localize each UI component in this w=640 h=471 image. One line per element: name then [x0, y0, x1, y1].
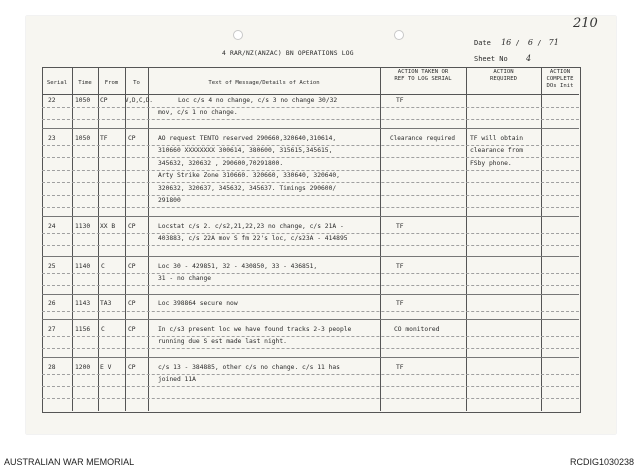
- col-header-action-complete-line1: ACTION: [549, 69, 571, 75]
- date-field: Date 16 / 6 / 71: [474, 38, 559, 47]
- punch-hole: [394, 30, 404, 40]
- punch-hole: [233, 30, 243, 40]
- row-25-action-taken: TF: [396, 263, 404, 270]
- row-22-action-taken: TF: [396, 97, 404, 104]
- col-header-action-required-line2: REQUIRED: [490, 76, 517, 82]
- row-23-action-required-line2: clearance from: [470, 147, 524, 154]
- row-23-action-taken: Clearance required: [390, 135, 456, 142]
- row-23-time: 1050: [75, 135, 91, 142]
- row-26-text-line1: Loc 398864 secure now: [158, 300, 238, 307]
- log-title: 4 RAR/NZ(ANZAC) BN OPERATIONS LOG: [222, 50, 354, 57]
- rule-line: [42, 398, 579, 399]
- row-23-text-line2: 310660 XXXXXXXX 300614, 380600, 315615,345615,: [158, 147, 333, 154]
- row-27-action-taken: CO monitored: [394, 326, 440, 333]
- row-25-to: CP: [128, 263, 136, 270]
- col-header-action-taken-line1: ACTION TAKEN OR: [397, 69, 449, 75]
- row-22-text-line1: Loc c/s 4 no change, c/s 3 no change 30/32: [178, 97, 338, 104]
- col-header-action-required: [466, 69, 541, 83]
- row-23-action-required-line3: FSby phone.: [470, 160, 512, 167]
- row-26-serial: 26: [48, 300, 56, 307]
- row-27-from: C: [101, 326, 105, 333]
- row-27-to: CP: [128, 326, 136, 333]
- row-23-text-line4: Arty Strike Zone 310660. 320660, 330640, 320640,: [158, 172, 340, 179]
- col-header-to: To: [133, 80, 140, 86]
- row-27-serial: 27: [48, 326, 56, 333]
- col-header-from: From: [104, 80, 119, 86]
- col-header-action-complete: [541, 69, 579, 90]
- rule-line: [42, 348, 579, 349]
- row-23-text-line6: 291800: [158, 197, 181, 204]
- entry-divider: [42, 319, 579, 320]
- date-month: 6: [527, 38, 534, 47]
- footer-archive-name: AUSTRALIAN WAR MEMORIAL: [4, 457, 135, 467]
- sheet-number: 4: [525, 54, 532, 63]
- row-27-time: 1156: [75, 326, 91, 333]
- row-23-from: TF: [100, 135, 108, 142]
- page-number: 210: [573, 16, 598, 31]
- row-24-from: XX B: [100, 223, 116, 230]
- row-23-serial: 23: [48, 135, 56, 142]
- row-24-time: 1130: [75, 223, 91, 230]
- date-year: 71: [548, 38, 559, 47]
- row-28-action-taken: TF: [396, 364, 404, 371]
- date-day: 16: [501, 38, 512, 47]
- row-26-from: TA3: [100, 300, 112, 307]
- row-28-text-line1: c/s 13 - 384885, other c/s no change. c/s 11 has: [158, 364, 340, 371]
- entry-divider: [42, 256, 579, 257]
- col-header-text: Text of Message/Details of Action: [208, 80, 320, 86]
- date-label: Date: [474, 39, 491, 47]
- col-header-time: Time: [78, 80, 92, 86]
- row-26-time: 1143: [75, 300, 91, 307]
- row-23-text-line3: 345632, 320632 , 290600,70291800.: [158, 160, 284, 167]
- row-22-serial: 22: [48, 97, 56, 104]
- row-26-action-taken: TF: [396, 300, 404, 307]
- row-28-to: CP: [128, 364, 136, 371]
- row-28-time: 1200: [75, 364, 91, 371]
- row-24-text-line2: 403883, c/s 22A mov S fm 22's loc, c/s23A - 414895: [158, 235, 348, 242]
- row-23-action-required-line1: TF will obtain: [470, 135, 524, 142]
- sheet-number-field: [474, 54, 531, 63]
- col-header-action-complete-line2: COMPLETE: [546, 76, 574, 82]
- row-22-time: 1050: [75, 97, 91, 104]
- row-22-to: V,D,C,D.: [125, 98, 153, 104]
- rule-line: [42, 285, 579, 286]
- col-header-action-taken: [380, 69, 466, 83]
- row-28-text-line2: joined 11A: [158, 376, 196, 383]
- row-24-action-taken: TF: [396, 223, 404, 230]
- row-25-time: 1140: [75, 263, 91, 270]
- col-header-action-taken-line2: REF TO LOG SERIAL: [394, 76, 452, 82]
- row-25-text-line2: 31 - no change: [158, 275, 212, 282]
- row-23-text-line1: AO request TENTO reserved 290660,320640,310614,: [158, 135, 337, 142]
- rule-line: [42, 119, 579, 120]
- row-27-text-line2: running due S est made last night.: [158, 338, 287, 345]
- row-26-to: CP: [128, 300, 136, 307]
- row-22-text-line2: mov, c/s 1 no change.: [158, 109, 238, 116]
- entry-divider: [42, 216, 579, 217]
- entry-divider: [42, 357, 579, 358]
- col-header-serial: Serial: [46, 80, 68, 86]
- row-28-from: E V: [100, 364, 112, 371]
- row-23-text-line5: 320632, 320637, 345632, 345637. Timings 290600/: [158, 185, 337, 192]
- row-28-serial: 28: [48, 364, 56, 371]
- row-25-text-line1: Loc 30 - 429851, 32 - 430850, 33 - 436851,: [158, 263, 318, 270]
- row-25-serial: 25: [48, 263, 56, 270]
- footer-record-id: RCDIG1030238: [569, 457, 634, 467]
- row-27-text-line1: In c/s3 present loc we have found tracks 2-3 people: [158, 326, 352, 333]
- rule-line: [42, 386, 579, 387]
- row-24-serial: 24: [48, 223, 56, 230]
- sheet-label: Sheet No: [474, 55, 508, 63]
- rule-line: [42, 207, 579, 208]
- row-22-from: CP: [100, 97, 108, 104]
- entry-divider: [42, 294, 579, 295]
- entry-divider: [42, 128, 579, 129]
- col-header-action-complete-line3: DOs Init: [546, 83, 574, 89]
- col-header-action-required-line1: ACTION: [493, 69, 514, 75]
- row-23-to: CP: [128, 135, 136, 142]
- row-25-from: C: [101, 263, 105, 270]
- row-24-to: CP: [128, 223, 136, 230]
- row-24-text-line1: Locstat c/s 2. c/s2,21,22,23 no change, c/s 21A -: [158, 223, 344, 230]
- rule-line: [42, 311, 579, 312]
